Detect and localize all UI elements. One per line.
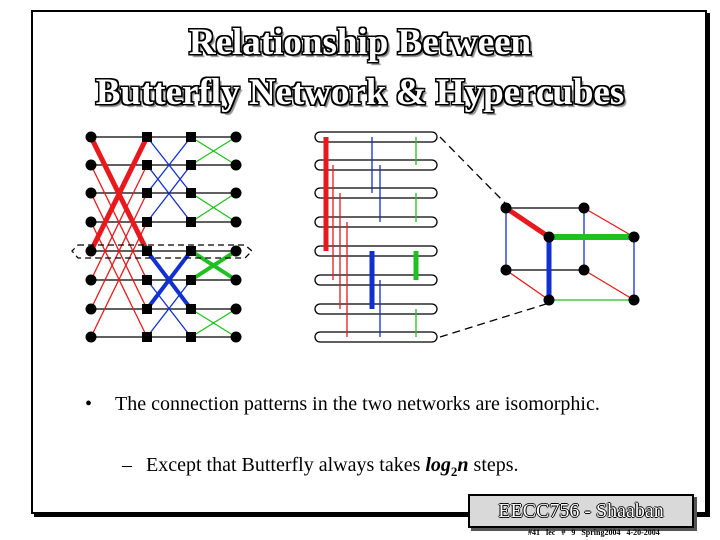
output-node [231,132,242,143]
switch-node [142,188,152,198]
switch-node [186,160,196,170]
dashed-connectors [440,137,546,337]
cube-node [501,265,512,276]
cube-edge [506,270,549,300]
switch-node [142,246,152,256]
input-node [86,217,97,228]
footer-info: #41 lec # 9 Spring2004 4-20-2004 [528,528,660,537]
slide-title-line-1: Relationship Between [188,22,532,63]
switch-node [186,332,196,342]
hypercube-loop-representation [315,132,437,342]
sub-bullet-log: log [425,454,451,476]
output-node [231,246,242,257]
switch-node [186,275,196,285]
input-node [86,160,97,171]
sub-bullet-suffix: steps. [468,454,519,476]
cube-edge [584,270,634,300]
cube-edge [584,208,634,237]
switch-node [186,246,196,256]
switch-node [142,275,152,285]
input-node [86,132,97,143]
sub-bullet-n: n [457,454,469,476]
input-node [86,275,97,286]
dashed-connector [440,304,546,337]
cube-node [629,295,640,306]
output-node [231,304,242,315]
switch-node [186,217,196,227]
ring-loop [315,304,437,314]
output-node [231,188,242,199]
sub-bullet-prefix: Except that Butterfly always takes [146,454,426,476]
switch-node [142,304,152,314]
highlighted-cube-edge [506,208,549,237]
switch-node [186,188,196,198]
butterfly-network [72,132,252,343]
cube-node [629,232,640,243]
switch-node [142,332,152,342]
cube-node [579,265,590,276]
ring-loop [315,332,437,342]
output-node [231,160,242,171]
input-node [86,246,97,257]
cube-node [501,203,512,214]
sub-bullet-subscript: 2 [450,464,458,479]
dashed-connector [440,137,506,204]
switch-node [186,304,196,314]
switch-node [142,160,152,170]
output-node [231,217,242,228]
bullet-text: The connection patterns in the two networks are isomorphic. [115,393,600,415]
hypercube-3d [501,203,640,306]
input-node [86,332,97,343]
slide-title-line-2: Butterfly Network & Hypercubes [95,72,625,113]
bullet-marker: • [85,393,93,415]
dash-marker: – [122,454,132,476]
cube-node [579,203,590,214]
sub-bullet [122,453,519,484]
switch-node [186,132,196,142]
footer-course-box: EECC756 - Shaaban [468,494,694,528]
ring-loop [315,132,437,142]
cube-node [544,232,555,243]
output-node [231,332,242,343]
switch-node [142,217,152,227]
input-node [86,304,97,315]
switch-node [142,132,152,142]
output-node [231,275,242,286]
input-node [86,188,97,199]
